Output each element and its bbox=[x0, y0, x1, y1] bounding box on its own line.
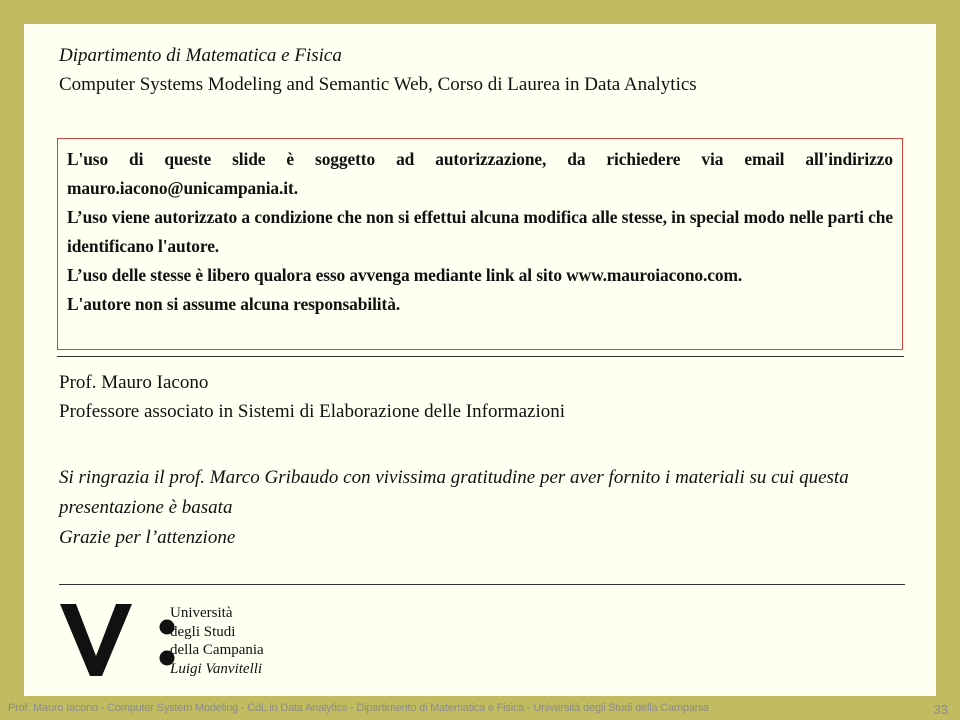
acknowledgement-text: Si ringrazia il prof. Marco Gribaudo con vivissima gratitudine per aver fornito i materiali su cui questa presentazione è basata bbox=[59, 467, 849, 518]
slide bbox=[24, 24, 936, 696]
divider-top bbox=[57, 356, 904, 357]
notice-line-conditions: L’uso viene autorizzato a condizione che non si effettui alcuna modifica alle stesse, in special modo nelle parti che identificano l'autore. bbox=[67, 207, 893, 256]
course-title: Computer Systems Modeling and Semantic Web, Corso di Laurea in Data Analytics bbox=[59, 74, 697, 95]
author-name: Prof. Mauro Iacono bbox=[59, 372, 209, 393]
divider-bottom bbox=[59, 584, 905, 585]
closing-text: Grazie per l’attenzione bbox=[59, 527, 236, 548]
logo-v-mark bbox=[60, 604, 132, 676]
university-name-line2: degli Studi bbox=[170, 623, 236, 640]
usage-notice-box bbox=[57, 138, 903, 350]
department-title: Dipartimento di Matematica e Fisica bbox=[59, 45, 342, 66]
university-name-line3: della Campania bbox=[170, 642, 264, 658]
acknowledgements bbox=[59, 463, 929, 553]
notice-line-link: L’uso delle stesse è libero qualora esso avvenga mediante link al sito www.mauroiacono.com. bbox=[67, 265, 743, 285]
footer-text: Prof. Mauro Iacono - Computer System Modeling - CdL in Data Analytics - Dipartimento di Matematica e Fisica - Università degli Studi della Campania bbox=[8, 702, 709, 714]
page-number: 33 bbox=[933, 702, 948, 717]
notice-line-authorization: L'uso di queste slide è soggetto ad autorizzazione, da richiedere via email all'indirizzo mauro.iacono@unicampania.it. bbox=[67, 149, 893, 198]
university-name-line4: Luigi Vanvitelli bbox=[170, 660, 263, 677]
university-name bbox=[170, 604, 264, 678]
notice-line-disclaimer: L'autore non si assume alcuna responsabilità. bbox=[67, 294, 401, 314]
author-role: Professore associato in Sistemi di Elaborazione delle Informazioni bbox=[59, 401, 565, 422]
university-name-line1: Università bbox=[170, 605, 233, 621]
